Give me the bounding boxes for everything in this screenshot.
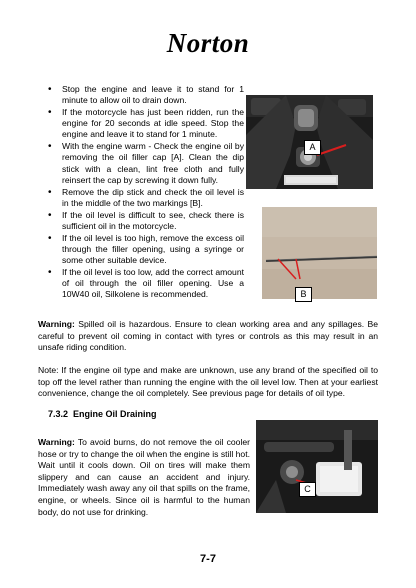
warning-burns	[38, 437, 250, 518]
warning-text: Spilled oil is hazardous. Ensure to clean working area and any spillages. Be careful to prevent oil coming in contact with tyres or controls as this may result in an unsafe riding condition.	[38, 319, 378, 353]
note-oil-type: Note: If the engine oil type and make are unknown, use any brand of the specified oil to top off the level rather than running the engine with the oil level low. Then at your earliest convenience, change the oil completely. See previous page for details of oil type.	[38, 365, 378, 399]
list-item: • If the oil level is too high, remove the excess oil through the filler opening, using a syringe or some other suitable device.	[48, 233, 244, 267]
page-number: 7-7	[200, 553, 216, 565]
norton-logo: Norton	[166, 28, 250, 58]
warning-label: Warning:	[38, 437, 75, 447]
callout-b: B	[295, 287, 312, 302]
warning-spilled-oil	[38, 319, 378, 354]
oil-drain-photo	[256, 420, 378, 513]
callout-c: C	[299, 482, 316, 497]
list-item: • Remove the dip stick and check the oil level is in the middle of the two markings [B].	[48, 187, 244, 209]
oil-check-steps	[48, 84, 244, 301]
warning-text: To avoid burns, do not remove the oil cooler hose or try to change the oil when the engine is still hot. Wait until it cools down. Oil on tires will make them slippery and can cause an accident and injury. Immediately wash away any oil that spills on the frame, engine, or wheels. Since oil is harmful to the human body, do not use for drinking.	[38, 437, 250, 517]
section-title: Engine Oil Draining	[73, 409, 157, 419]
section-heading	[48, 409, 157, 419]
callout-a: A	[304, 140, 321, 155]
list-item: • If the oil level is too low, add the correct amount of oil through the oil filler opening. Use a 10W40 oil, Silkolene is recommended.	[48, 267, 244, 301]
section-number: 7.3.2	[48, 409, 69, 419]
dip-stick-photo	[262, 207, 377, 299]
list-item: • Stop the engine and leave it to stand for 1 minute to allow oil to drain down.	[48, 84, 244, 106]
list-item: • With the engine warm - Check the engine oil by removing the oil filler cap [A]. Clean the dip stick with a clean, lint free cloth and fully reinsert the cap by screwing it down fully.	[48, 141, 244, 186]
warning-label: Warning:	[38, 319, 75, 329]
list-item: • If the motorcycle has just been ridden, run the engine for 20 seconds at idle speed. Stop the engine and leave it to stand for 1 minute.	[48, 107, 244, 141]
list-item: • If the oil level is difficult to see, check there is sufficient oil in the motorcycle.	[48, 210, 244, 232]
